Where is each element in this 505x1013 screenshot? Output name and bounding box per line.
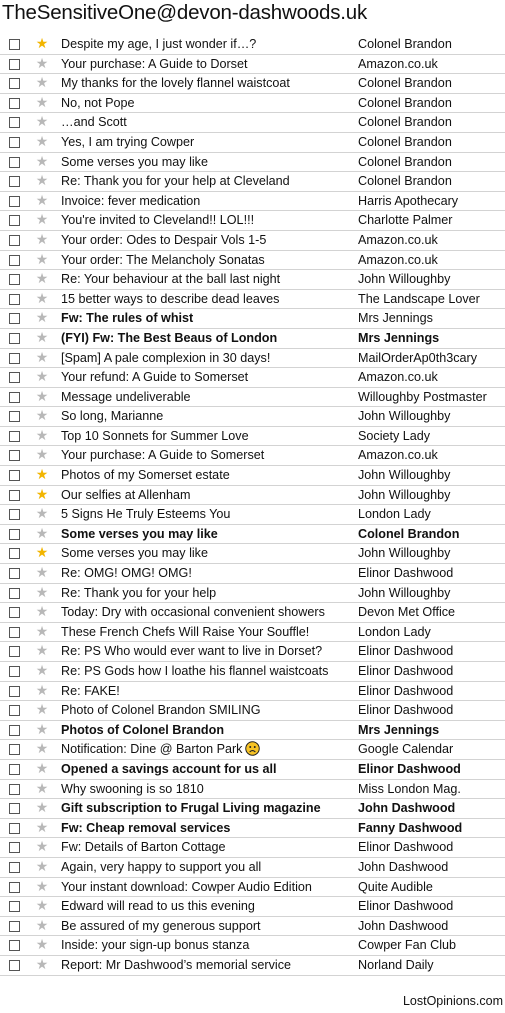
star-icon[interactable]: ★: [35, 956, 49, 973]
checkbox-icon[interactable]: [9, 529, 20, 540]
email-sender: Charlotte Palmer: [358, 213, 453, 228]
email-sender: John Dashwood: [358, 859, 449, 874]
email-row[interactable]: [0, 603, 505, 623]
email-subject-text: So long, Marianne: [61, 409, 164, 424]
email-row[interactable]: [0, 740, 505, 760]
email-row[interactable]: [0, 368, 505, 388]
star-icon[interactable]: ★: [35, 682, 49, 699]
email-row[interactable]: [0, 388, 505, 408]
star-icon[interactable]: ★: [35, 800, 49, 817]
star-icon[interactable]: ★: [35, 760, 49, 777]
email-sender: London Lady: [358, 507, 431, 522]
email-subject: [61, 329, 353, 348]
email-sender: John Willoughby: [358, 585, 451, 600]
star-icon[interactable]: ★: [35, 212, 49, 229]
star-icon[interactable]: ★: [35, 623, 49, 640]
email-row[interactable]: [0, 917, 505, 937]
email-subject-text: …and Scott: [61, 115, 127, 130]
email-subject-text: Some verses you may like: [61, 154, 208, 169]
checkbox-icon[interactable]: [9, 940, 20, 951]
email-row[interactable]: [0, 309, 505, 329]
star-icon[interactable]: ★: [35, 584, 49, 601]
star-icon[interactable]: ★: [35, 545, 49, 562]
email-subject-text: 15 better ways to describe dead leaves: [61, 291, 280, 306]
email-row[interactable]: [0, 544, 505, 564]
email-row[interactable]: [0, 819, 505, 839]
checkbox-icon[interactable]: [9, 470, 20, 481]
star-icon[interactable]: ★: [35, 467, 49, 484]
email-sender: Elinor Dashwood: [358, 761, 461, 776]
email-row[interactable]: [0, 427, 505, 447]
star-icon[interactable]: ★: [35, 329, 49, 346]
email-row[interactable]: [0, 270, 505, 290]
email-row[interactable]: [0, 329, 505, 349]
email-subject: [61, 172, 353, 191]
star-icon[interactable]: ★: [35, 937, 49, 954]
email-subject: [61, 290, 353, 309]
email-sender: Colonel Brandon: [358, 134, 452, 149]
checkbox-icon[interactable]: [9, 372, 20, 383]
email-subject: [61, 701, 353, 720]
email-sender: Elinor Dashwood: [358, 840, 454, 855]
checkbox-icon[interactable]: [9, 901, 20, 912]
email-subject: [61, 113, 353, 132]
email-subject-text: Edward will read to us this evening: [61, 899, 255, 914]
email-sender: Elinor Dashwood: [358, 644, 454, 659]
star-icon[interactable]: ★: [35, 780, 49, 797]
email-sender: Colonel Brandon: [358, 76, 452, 91]
star-icon[interactable]: ★: [35, 565, 49, 582]
star-icon[interactable]: ★: [35, 878, 49, 895]
email-subject-text: Message undeliverable: [61, 389, 191, 404]
checkbox-icon[interactable]: [9, 862, 20, 873]
star-icon[interactable]: ★: [35, 271, 49, 288]
email-sender: Amazon.co.uk: [358, 370, 438, 385]
email-subject-text: Re: PS Gods how I loathe his flannel waistcoats: [61, 664, 329, 678]
email-subject-text: Re: PS Who would ever want to live in Dorset?: [61, 644, 323, 659]
checkbox-icon[interactable]: [9, 588, 20, 599]
star-icon[interactable]: ★: [35, 114, 49, 131]
email-list: [0, 35, 505, 976]
email-sender: Amazon.co.uk: [358, 252, 438, 267]
email-row[interactable]: [0, 231, 505, 251]
star-icon[interactable]: ★: [35, 604, 49, 621]
email-row[interactable]: [0, 936, 505, 956]
email-row[interactable]: [0, 662, 505, 682]
email-row[interactable]: [0, 407, 505, 427]
email-subject: [61, 878, 353, 897]
email-row[interactable]: [0, 897, 505, 917]
email-row[interactable]: [0, 858, 505, 878]
email-sender: Elinor Dashwood: [358, 899, 454, 914]
email-subject: [61, 740, 353, 759]
email-subject-text: No, not Pope: [61, 95, 135, 110]
email-subject-text: Your order: Odes to Despair Vols 1-5: [61, 232, 267, 247]
email-subject-text: Why swooning is so 1810: [61, 781, 204, 796]
email-subject: [61, 838, 353, 857]
email-row[interactable]: [0, 74, 505, 94]
email-sender: Colonel Brandon: [358, 154, 452, 169]
email-sender: Colonel Brandon: [358, 174, 452, 189]
email-sender: MailOrderAp0th3cary: [358, 350, 477, 365]
email-subject: [61, 270, 353, 289]
email-sender: John Willoughby: [358, 409, 451, 424]
email-sender: Elinor Dashwood: [358, 566, 454, 581]
checkbox-icon[interactable]: [9, 215, 20, 226]
email-subject-text: Some verses you may like: [61, 546, 208, 561]
email-sender: Cowper Fan Club: [358, 938, 456, 953]
email-subject-text: Be assured of my generous support: [61, 918, 261, 933]
checkbox-icon[interactable]: [9, 78, 20, 89]
email-sender: John Willoughby: [358, 487, 451, 502]
star-icon[interactable]: ★: [35, 427, 49, 444]
star-icon[interactable]: ★: [35, 506, 49, 523]
checkbox-icon[interactable]: [9, 725, 20, 736]
star-icon[interactable]: ★: [35, 721, 49, 738]
checkbox-icon[interactable]: [9, 568, 20, 579]
email-subject: [61, 133, 353, 152]
email-subject: [61, 936, 353, 955]
star-icon[interactable]: ★: [35, 898, 49, 915]
star-icon[interactable]: ★: [35, 839, 49, 856]
star-icon[interactable]: ★: [35, 388, 49, 405]
email-subject-text: Top 10 Sonnets for Summer Love: [61, 428, 249, 443]
email-subject: [61, 505, 353, 524]
email-subject: [61, 349, 353, 368]
email-subject-text: Today: Dry with occasional convenient showers: [61, 605, 325, 620]
email-row[interactable]: [0, 623, 505, 643]
account-address: TheSensitiveOne@devon-dashwoods.uk: [2, 1, 368, 24]
checkbox-icon[interactable]: [9, 392, 20, 403]
email-subject-text: Fw: Cheap removal services: [61, 820, 231, 835]
star-icon[interactable]: ★: [35, 94, 49, 111]
email-row[interactable]: [0, 192, 505, 212]
email-sender: Mrs Jennings: [358, 722, 440, 737]
email-sender: Colonel Brandon: [358, 526, 460, 541]
email-subject-text: Re: OMG! OMG! OMG!: [61, 566, 192, 581]
checkbox-icon[interactable]: [9, 548, 20, 559]
email-subject: [61, 819, 353, 838]
email-subject-text: Fw: Details of Barton Cottage: [61, 840, 226, 855]
email-subject-text: Our selfies at Allenham: [61, 487, 191, 502]
email-row[interactable]: [0, 55, 505, 75]
email-row[interactable]: [0, 956, 505, 976]
email-subject: [61, 603, 353, 622]
checkbox-icon[interactable]: [9, 59, 20, 70]
email-sender: Devon Met Office: [358, 605, 456, 620]
email-sender: John Willoughby: [358, 546, 451, 561]
email-sender: John Willoughby: [358, 468, 451, 483]
email-subject-text: Notification: Dine @ Barton Park: [61, 742, 243, 757]
email-subject: [61, 642, 353, 661]
star-icon[interactable]: ★: [35, 55, 49, 72]
email-subject-text: Photos of Colonel Brandon: [61, 722, 225, 737]
email-row[interactable]: [0, 838, 505, 858]
checkbox-icon[interactable]: [9, 157, 20, 168]
checkbox-icon[interactable]: [9, 255, 20, 266]
email-sender: Fanny Dashwood: [358, 820, 463, 835]
email-subject-text: (FYI) Fw: The Best Beaus of London: [61, 330, 278, 345]
email-row[interactable]: [0, 642, 505, 662]
checkbox-icon[interactable]: [9, 274, 20, 285]
email-sender: London Lady: [358, 624, 431, 639]
email-row[interactable]: [0, 486, 505, 506]
email-subject: [61, 74, 353, 93]
email-subject-text: Despite my age, I just wonder if…?: [61, 37, 257, 51]
checkbox-icon[interactable]: [9, 882, 20, 893]
email-subject-text: Yes, I am trying Cowper: [61, 134, 195, 149]
email-subject: [61, 897, 353, 916]
email-subject-text: Photos of my Somerset estate: [61, 468, 230, 483]
email-subject-text: Your purchase: A Guide to Dorset: [61, 56, 248, 71]
star-icon[interactable]: ★: [35, 819, 49, 836]
checkbox-icon[interactable]: [9, 176, 20, 187]
email-sender: Amazon.co.uk: [358, 56, 438, 71]
email-subject: [61, 760, 353, 779]
email-sender: John Dashwood: [358, 918, 449, 933]
email-subject: [61, 309, 353, 328]
email-row[interactable]: [0, 172, 505, 192]
email-row[interactable]: [0, 446, 505, 466]
star-icon[interactable]: ★: [35, 447, 49, 464]
email-row[interactable]: [0, 113, 505, 133]
email-sender: John Dashwood: [358, 801, 456, 816]
email-subject-text: Invoice: fever medication: [61, 193, 201, 208]
email-subject: [61, 858, 353, 877]
email-row[interactable]: [0, 35, 505, 55]
footer-credit: LostOpinions.com: [402, 994, 503, 1008]
email-row[interactable]: [0, 349, 505, 369]
checkbox-icon[interactable]: [9, 686, 20, 697]
email-subject: [61, 544, 353, 563]
email-subject: [61, 94, 353, 113]
checkbox-icon[interactable]: [9, 744, 20, 755]
email-subject-text: These French Chefs Will Raise Your Souffle!: [61, 624, 310, 639]
email-subject-text: [Spam] A pale complexion in 30 days!: [61, 350, 271, 365]
star-icon[interactable]: ★: [35, 153, 49, 170]
email-subject: [61, 721, 353, 740]
email-sender: Colonel Brandon: [358, 95, 452, 110]
email-subject: [61, 368, 353, 387]
email-subject: [61, 584, 353, 603]
star-icon[interactable]: ★: [35, 290, 49, 307]
email-subject: [61, 388, 353, 407]
email-subject-text: Re: Your behaviour at the ball last night: [61, 272, 281, 287]
star-icon[interactable]: ★: [35, 75, 49, 92]
email-subject-text: Your order: The Melancholy Sonatas: [61, 252, 265, 267]
email-subject-text: Report: Mr Dashwood’s memorial service: [61, 957, 292, 972]
email-subject: [61, 446, 353, 465]
checkbox-icon[interactable]: [9, 646, 20, 657]
checkbox-icon[interactable]: [9, 450, 20, 461]
email-row[interactable]: [0, 94, 505, 114]
email-sender: Miss London Mag.: [358, 781, 461, 796]
email-row[interactable]: [0, 466, 505, 486]
star-icon[interactable]: ★: [35, 486, 49, 503]
email-row[interactable]: [0, 780, 505, 800]
email-row[interactable]: [0, 153, 505, 173]
email-subject-text: My thanks for the lovely flannel waistcoat: [61, 76, 290, 91]
email-subject: [61, 525, 353, 544]
email-subject-text: Opened a savings account for us all: [61, 761, 277, 776]
email-sender: Quite Audible: [358, 879, 433, 894]
email-subject: [61, 35, 353, 54]
email-row[interactable]: [0, 133, 505, 153]
checkbox-icon[interactable]: [9, 431, 20, 442]
email-row[interactable]: [0, 682, 505, 702]
email-row[interactable]: [0, 290, 505, 310]
email-row[interactable]: [0, 251, 505, 271]
email-sender: Harris Apothecary: [358, 193, 459, 208]
star-icon[interactable]: ★: [35, 525, 49, 542]
star-icon[interactable]: ★: [35, 858, 49, 875]
email-subject-text: You're invited to Cleveland!! LOL!!!: [61, 213, 255, 228]
star-icon[interactable]: ★: [35, 36, 49, 52]
checkbox-icon[interactable]: [9, 627, 20, 638]
email-subject: [61, 211, 353, 230]
email-subject-text: Fw: The rules of whist: [61, 311, 194, 326]
email-subject: [61, 623, 353, 642]
checkbox-icon[interactable]: [9, 353, 20, 364]
email-sender: Elinor Dashwood: [358, 664, 454, 678]
email-sender: The Landscape Lover: [358, 291, 480, 306]
email-subject-text: Your instant download: Cowper Audio Edition: [61, 879, 312, 894]
checkbox-icon[interactable]: [9, 823, 20, 834]
star-icon[interactable]: ★: [35, 231, 49, 248]
email-subject: [61, 956, 353, 975]
email-sender: Society Lady: [358, 428, 431, 443]
email-subject: [61, 564, 353, 583]
email-sender: Google Calendar: [358, 742, 454, 757]
email-row[interactable]: [0, 564, 505, 584]
email-subject-text: Photo of Colonel Brandon SMILING: [61, 703, 261, 718]
email-subject: [61, 486, 353, 505]
checkbox-icon[interactable]: [9, 98, 20, 109]
email-subject: [61, 55, 353, 74]
star-icon[interactable]: ★: [35, 741, 49, 758]
email-row[interactable]: [0, 525, 505, 545]
star-icon[interactable]: ★: [35, 702, 49, 719]
star-icon[interactable]: ★: [35, 133, 49, 150]
checkbox-icon[interactable]: [9, 921, 20, 932]
checkbox-icon[interactable]: [9, 705, 20, 716]
email-subject-text: Your refund: A Guide to Somerset: [61, 370, 249, 385]
email-sender: John Willoughby: [358, 272, 451, 287]
email-subject-text: Re: FAKE!: [61, 683, 120, 698]
email-row[interactable]: [0, 584, 505, 604]
star-icon[interactable]: ★: [35, 408, 49, 425]
email-row[interactable]: [0, 760, 505, 780]
email-subject: [61, 799, 353, 818]
email-subject: [61, 682, 353, 701]
email-subject-text: Some verses you may like: [61, 526, 218, 541]
checkbox-icon[interactable]: [9, 333, 20, 344]
star-icon[interactable]: ★: [35, 349, 49, 366]
email-row[interactable]: [0, 799, 505, 819]
email-subject-text: Gift subscription to Frugal Living magazine: [61, 801, 321, 816]
checkbox-icon[interactable]: [9, 960, 20, 971]
checkbox-icon[interactable]: [9, 411, 20, 422]
checkbox-icon[interactable]: [9, 39, 20, 50]
email-subject: [61, 153, 353, 172]
email-subject: [61, 466, 353, 485]
checkbox-icon[interactable]: [9, 137, 20, 148]
email-sender: Mrs Jennings: [358, 311, 433, 326]
email-row[interactable]: [0, 505, 505, 525]
frowning-face-emoji: [245, 741, 260, 756]
email-sender: Colonel Brandon: [358, 115, 452, 130]
star-icon[interactable]: ★: [35, 369, 49, 386]
email-subject: [61, 251, 353, 270]
star-icon[interactable]: ★: [35, 917, 49, 934]
email-row[interactable]: [0, 878, 505, 898]
star-icon[interactable]: ★: [35, 192, 49, 209]
checkbox-icon[interactable]: [9, 509, 20, 520]
checkbox-icon[interactable]: [9, 803, 20, 814]
email-sender: Amazon.co.uk: [358, 448, 438, 463]
checkbox-icon[interactable]: [9, 235, 20, 246]
email-row[interactable]: [0, 211, 505, 231]
checkbox-icon[interactable]: [9, 764, 20, 775]
checkbox-icon[interactable]: [9, 842, 20, 853]
checkbox-icon[interactable]: [9, 117, 20, 128]
checkbox-icon[interactable]: [9, 196, 20, 207]
star-icon[interactable]: ★: [35, 643, 49, 660]
email-subject-text: Your purchase: A Guide to Somerset: [61, 448, 265, 463]
star-icon[interactable]: ★: [35, 251, 49, 268]
email-subject: [61, 231, 353, 250]
email-subject: [61, 427, 353, 446]
email-sender: Elinor Dashwood: [358, 703, 454, 718]
email-subject: [61, 407, 353, 426]
email-sender: Norland Daily: [358, 957, 434, 972]
star-icon[interactable]: ★: [35, 310, 49, 327]
checkbox-icon[interactable]: [9, 666, 20, 677]
email-sender: Colonel Brandon: [358, 37, 452, 51]
email-row[interactable]: [0, 701, 505, 721]
checkbox-icon[interactable]: [9, 294, 20, 305]
email-row[interactable]: [0, 721, 505, 741]
email-subject-text: Re: Thank you for your help at Cleveland: [61, 174, 290, 189]
email-subject: [61, 662, 353, 681]
email-sender: Elinor Dashwood: [358, 683, 454, 698]
email-subject-text: Inside: your sign-up bonus stanza: [61, 938, 250, 953]
email-subject: [61, 192, 353, 211]
email-sender: Willoughby Postmaster: [358, 389, 487, 404]
checkbox-icon[interactable]: [9, 313, 20, 324]
email-subject: [61, 917, 353, 936]
checkbox-icon[interactable]: [9, 607, 20, 618]
email-sender: Mrs Jennings: [358, 330, 440, 345]
email-sender: Amazon.co.uk: [358, 232, 438, 247]
email-subject-text: 5 Signs He Truly Esteems You: [61, 507, 231, 522]
checkbox-icon[interactable]: [9, 490, 20, 501]
email-subject-text: Again, very happy to support you all: [61, 859, 262, 874]
star-icon[interactable]: ★: [35, 663, 49, 679]
email-subject: [61, 780, 353, 799]
email-subject-text: Re: Thank you for your help: [61, 585, 217, 600]
checkbox-icon[interactable]: [9, 784, 20, 795]
star-icon[interactable]: ★: [35, 173, 49, 190]
